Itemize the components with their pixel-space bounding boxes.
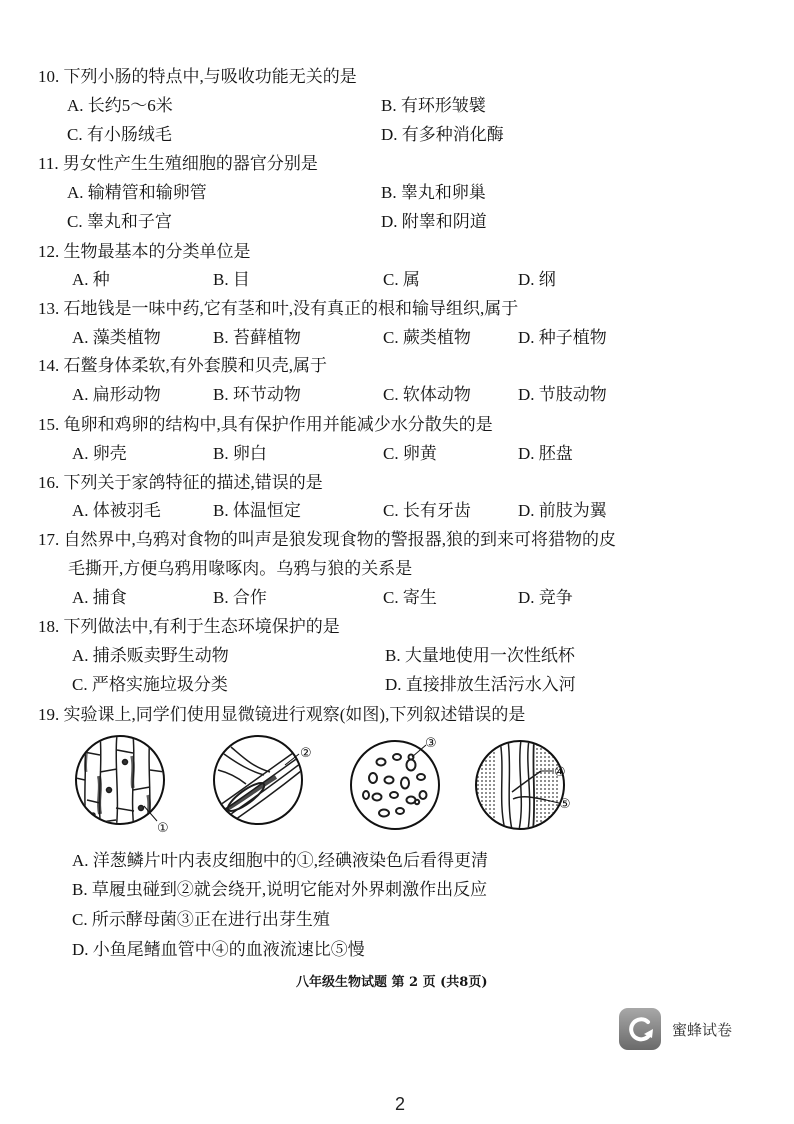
figure-label-4: ④ xyxy=(554,765,566,780)
question-17-option-a: A. 捕食 xyxy=(72,588,127,607)
figure-label-3: ③ xyxy=(425,736,437,751)
question-14-option-a: A. 扁形动物 xyxy=(72,385,161,404)
question-15-option-d: D. 胚盘 xyxy=(518,444,573,463)
question-10-option-a: A. 长约5～6米 xyxy=(67,96,173,115)
cell-wall-line xyxy=(149,735,150,830)
question-16-option-a: A. 体被羽毛 xyxy=(72,501,161,520)
cell-nucleus xyxy=(123,760,128,765)
logo-background xyxy=(619,1008,661,1050)
question-19-option-d: D. 小鱼尾鳍血管中④的血液流速比⑤慢 xyxy=(72,940,365,959)
question-11-option-d: D. 附睾和阴道 xyxy=(381,212,487,231)
stained-wall-patch xyxy=(148,795,149,825)
yeast-cell xyxy=(369,773,377,783)
fiber-strand xyxy=(231,747,270,772)
question-15-option-c: C. 卵黄 xyxy=(383,444,437,463)
yeast-cell xyxy=(385,777,394,784)
question-14-stem: 14. 石鳖身体柔软,有外套膜和贝壳,属于 xyxy=(38,356,327,375)
figure-label-2: ② xyxy=(300,746,312,761)
question-16-option-b: B. 体温恒定 xyxy=(213,501,301,520)
question-16-option-c: C. 长有牙齿 xyxy=(383,501,471,520)
question-12-option-c: C. 属 xyxy=(383,270,420,289)
question-19-option-c: C. 所示酵母菌③正在进行出芽生殖 xyxy=(72,910,330,929)
question-12-option-b: B. 目 xyxy=(213,270,250,289)
question-12-option-d: D. 纲 xyxy=(518,270,556,289)
figure-label-1: ① xyxy=(157,821,169,836)
yeast-cell xyxy=(379,810,389,817)
question-13-stem: 13. 石地钱是一味中药,它有茎和叶,没有真正的根和输导组织,属于 xyxy=(38,299,519,318)
yeast-cell xyxy=(390,792,398,798)
question-13-option-a: A. 藻类植物 xyxy=(72,328,161,347)
fin-ray-line xyxy=(533,740,534,830)
yeast-cell xyxy=(393,754,401,760)
cell-wall-line xyxy=(116,808,134,811)
question-14-option-d: D. 节肢动物 xyxy=(518,385,607,404)
question-18-option-a: A. 捕杀贩卖野生动物 xyxy=(72,646,229,665)
view-1-circle xyxy=(76,736,164,824)
question-13-option-d: D. 种子植物 xyxy=(518,328,607,347)
cell-nucleus xyxy=(139,806,144,811)
blood-vessel-wall xyxy=(500,740,505,830)
fin-ray-hatch xyxy=(478,740,494,830)
question-17-stem-continued: 毛撕开,方便乌鸦用喙啄肉。乌鸦与狼的关系是 xyxy=(68,559,413,578)
fiber-strand xyxy=(218,770,246,784)
cell-wall-line xyxy=(117,750,133,753)
microscope-figure xyxy=(0,722,794,840)
fish-fin-view xyxy=(476,740,571,830)
question-17-option-b: B. 合作 xyxy=(213,588,267,607)
yeast-cell xyxy=(363,791,369,799)
question-11-option-a: A. 输精管和输卵管 xyxy=(67,183,207,202)
yeast-cell xyxy=(401,778,409,789)
question-11-option-c: C. 睾丸和子宫 xyxy=(67,212,172,231)
question-18-option-d: D. 直接排放生活污水入河 xyxy=(385,675,576,694)
question-12-stem: 12. 生物最基本的分类单位是 xyxy=(38,242,251,261)
question-16-stem: 16. 下列关于家鸽特征的描述,错误的是 xyxy=(38,473,323,492)
yeast-bud xyxy=(415,800,419,804)
figure-label-5: ⑤ xyxy=(559,797,571,812)
cell-wall-line xyxy=(100,769,117,772)
question-12-option-a: A. 种 xyxy=(72,270,110,289)
cell-wall-line xyxy=(133,787,150,790)
question-14-option-b: B. 环节动物 xyxy=(213,385,301,404)
yeast-cell xyxy=(407,760,416,771)
question-11-stem: 11. 男女性产生生殖细胞的器官分别是 xyxy=(38,154,318,173)
watermark-text: 蜜蜂试卷 xyxy=(672,1021,733,1039)
cell-wall-line xyxy=(84,735,87,830)
question-16-option-d: D. 前肢为翼 xyxy=(518,501,607,520)
yeast-view xyxy=(351,736,439,829)
yeast-cell xyxy=(417,774,425,780)
refresh-arrow-icon xyxy=(618,1007,664,1053)
stained-wall-patch xyxy=(132,756,133,788)
question-17-option-d: D. 竞争 xyxy=(518,588,573,607)
question-18-stem: 18. 下列做法中,有利于生态环境保护的是 xyxy=(38,617,340,636)
question-18-option-c: C. 严格实施垃圾分类 xyxy=(72,675,228,694)
onion-cell-view xyxy=(76,735,169,836)
cell-wall-line xyxy=(76,778,85,780)
cell-nucleus xyxy=(107,788,112,793)
question-18-option-b: B. 大量地使用一次性纸杯 xyxy=(385,646,575,665)
question-19-stem: 19. 实验课上,同学们使用显微镜进行观察(如图),下列叙述错误的是 xyxy=(38,705,526,724)
question-11-option-b: B. 睾丸和卵巢 xyxy=(381,183,486,202)
question-14-option-c: C. 软体动物 xyxy=(383,385,471,404)
paramecium-view xyxy=(210,736,312,829)
question-17-stem: 17. 自然界中,乌鸦对食物的叫声是狼发现食物的警报器,狼的到来可将猎物的皮 xyxy=(38,530,616,549)
question-10-stem: 10. 下列小肠的特点中,与吸收功能无关的是 xyxy=(38,67,357,86)
question-19-option-a: A. 洋葱鳞片叶内表皮细胞中的①,经碘液染色后看得更清 xyxy=(72,851,489,870)
fiber-strand xyxy=(210,748,300,812)
yeast-cell xyxy=(420,791,427,799)
yeast-cells xyxy=(363,754,427,817)
stained-wall-patch xyxy=(99,776,100,814)
question-10-option-b: B. 有环形皱襞 xyxy=(381,96,486,115)
blood-vessel-wall xyxy=(528,740,530,830)
fin-ray-hatch xyxy=(537,740,557,830)
question-13-option-c: C. 蕨类植物 xyxy=(383,328,471,347)
blood-vessel-wall xyxy=(508,740,512,830)
cell-wall-line xyxy=(116,735,117,830)
question-19-option-b: B. 草履虫碰到②就会绕开,说明它能对外界刺激作出反应 xyxy=(72,880,488,899)
yeast-cell xyxy=(373,794,382,801)
question-13-option-b: B. 苔藓植物 xyxy=(213,328,301,347)
page-footer: 八年级生物试题 第 2 页 (共8页) xyxy=(296,975,488,990)
question-10-option-c: C. 有小肠绒毛 xyxy=(67,125,172,144)
stained-wall-patch xyxy=(85,742,86,772)
question-17-option-c: C. 寄生 xyxy=(383,588,437,607)
yeast-cell xyxy=(377,759,386,766)
question-15-option-a: A. 卵壳 xyxy=(72,444,127,463)
page-number: 2 xyxy=(395,1094,406,1114)
question-15-stem: 15. 龟卵和鸡卵的结构中,具有保护作用并能减少水分散失的是 xyxy=(38,415,493,434)
question-15-option-b: B. 卵白 xyxy=(213,444,267,463)
question-10-option-d: D. 有多种消化酶 xyxy=(381,125,504,144)
yeast-cell xyxy=(396,808,404,814)
